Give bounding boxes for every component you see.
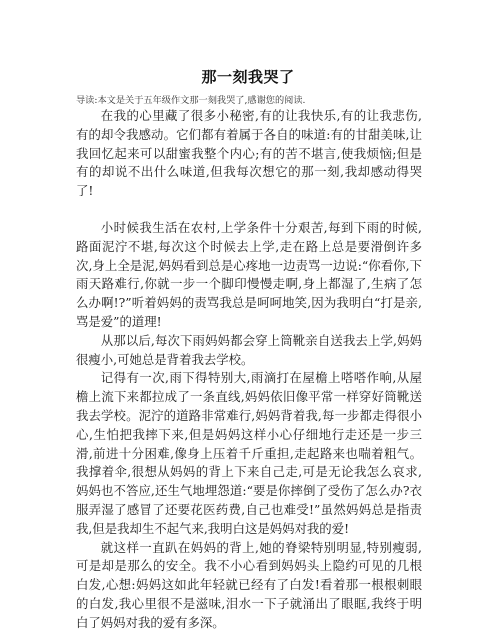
document-intro: 导读:本文是关于五年级作文那一刻我哭了,感谢您的阅读. xyxy=(76,95,306,106)
paragraph-gap xyxy=(76,201,422,219)
paragraph: 从那以后,每次下雨妈妈都会穿上筒靴亲自送我去上学,妈妈很瘦小,可她总是背着我去学校。 xyxy=(76,332,422,367)
document-title: 那一刻我哭了 xyxy=(201,68,295,86)
document-body xyxy=(76,107,422,633)
paragraph: 记得有一次,雨下得特别大,雨滴打在屋檐上嗒嗒作响,从屋檐上流下来都拉成了一条直线,妈妈依旧像平常一样穿好筒靴送我去学校。泥泞的道路非常难行,妈妈背着我,每一步都走得很小心,生怕把我摔下来,但是妈妈这样小心仔细地行走还是一步三滑,前进十分困难,像身上压着千斤重担,走起路来也喘着粗气。我撑着伞,很想从妈妈的背上下来自己走,可是无论我怎么哀求,妈妈也不答应,还生气地埋怨道:“要是你摔倒了受伤了怎么办?衣服弄湿了感冒了还要花医药费,自己也难受!”虽然妈妈总是指责我,但是我却生不起气来,我明白这是妈妈对我的爱! xyxy=(76,370,422,536)
paragraph: 就这样一直趴在妈妈的背上,她的脊梁特别明显,特别瘦弱,可是却是那么的安全。我不小心看到妈妈头上隐约可见的几根白发,心想:妈妈这如此年轻就已经有了白发!看着那一根根刺眼的白发,我心里很不是滋味,泪水一下子就涌出了眼眶,我终于明白了妈妈对我的爱有多深。 xyxy=(76,539,422,630)
paragraph: 小时候我生活在农村,上学条件十分艰苦,每到下雨的时候,路面泥泞不堪,每次这个时候去上学,走在路上总是要滑倒许多次,身上全是泥,妈妈看到总是心疼地一边责骂一边说:“你看你,下雨天路难行,你就一步一个脚印慢慢走啊,身上都湿了,生病了怎么办啊!?”听着妈妈的责骂我总是呵呵地笑,因为我明白“打是亲,骂是爱”的道理! xyxy=(76,219,422,329)
paragraph: 在我的心里藏了很多小秘密,有的让我快乐,有的让我悲伤,有的却令我感动。它们都有着属于各自的味道:有的甘甜美味,让我回忆起来可以甜蜜我整个内心;有的苦不堪言,使我烦恼;但是有的却说不出什么味道,但我每次想它的那一刻,我却感动得哭了! xyxy=(76,108,422,199)
